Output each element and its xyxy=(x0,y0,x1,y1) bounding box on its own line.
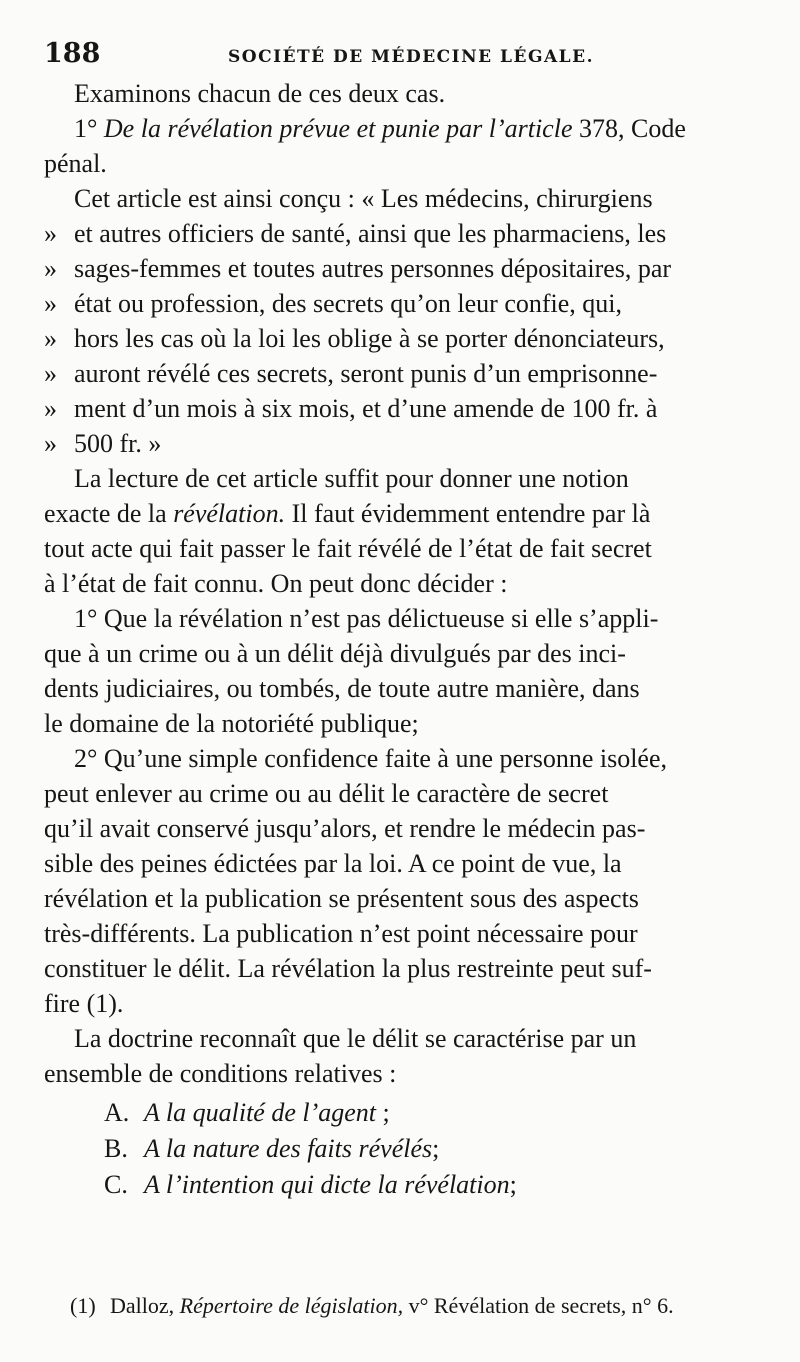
page-number: 188 xyxy=(44,38,101,69)
quote-text: ment d’un mois à six mois, et d’une amende de 100 fr. à xyxy=(74,394,658,423)
footnote-reference: v° Révélation de secrets, n° 6. xyxy=(408,1293,674,1318)
quote-line xyxy=(44,356,756,391)
text-line: fire (1). xyxy=(44,989,124,1018)
text-part: Il faut évidemment entendre par là xyxy=(285,499,651,528)
quote-mark: » xyxy=(44,254,57,283)
list-punct: ; xyxy=(432,1134,440,1163)
quote-mark: » xyxy=(44,359,57,388)
text-line xyxy=(44,496,756,531)
section-heading-line xyxy=(44,111,756,146)
running-title: SOCIÉTÉ DE MÉDECINE LÉGALE. xyxy=(228,47,594,67)
quote-text: sages-femmes et toutes autres personnes dépositaires, par xyxy=(74,254,672,283)
list-text: A l’intention qui dicte la révélation xyxy=(144,1170,510,1199)
list-letter: C. xyxy=(104,1170,128,1199)
running-head xyxy=(44,38,756,74)
list-text: A la qualité de l’agent xyxy=(144,1098,377,1127)
section-heading: De la révélation prévue et punie par l’article xyxy=(103,114,573,143)
footnote-number: (1) xyxy=(70,1293,96,1318)
text-line: sible des peines édictées par la loi. A ce point de vue, la xyxy=(44,849,622,878)
quote-line xyxy=(44,251,756,286)
quote-mark: » xyxy=(44,289,57,318)
text-line: tout acte qui fait passer le fait révélé de l’état de fait secret xyxy=(44,534,652,563)
quote-line xyxy=(44,286,756,321)
list-item xyxy=(44,1095,756,1131)
text-line: le domaine de la notoriété publique; xyxy=(44,709,419,738)
quote-line xyxy=(44,216,756,251)
footnote xyxy=(70,1293,674,1319)
text-line: Examinons chacun de ces deux cas. xyxy=(74,79,446,108)
footnote-author: Dalloz, xyxy=(110,1293,175,1318)
text-part: exacte de la xyxy=(44,499,174,528)
text-line: qu’il avait conservé jusqu’alors, et rendre le médecin pas- xyxy=(44,814,646,843)
quote-line xyxy=(44,321,756,356)
quote-mark: » xyxy=(44,219,57,248)
quote-text: 500 fr. » xyxy=(74,429,162,458)
list-item xyxy=(44,1167,756,1203)
list-item xyxy=(44,1131,756,1167)
conditions-list xyxy=(44,1095,756,1203)
section-heading-ref: 378, Code xyxy=(572,114,686,143)
text-line: que à un crime ou à un délit déjà divulgués par des inci- xyxy=(44,639,626,668)
quote-mark: » xyxy=(44,429,57,458)
quote-text: auront révélé ces secrets, seront punis d’un emprisonne- xyxy=(74,359,658,388)
quote-text: hors les cas où la loi les oblige à se porter dénonciateurs, xyxy=(74,324,665,353)
section-number: 1° xyxy=(74,114,104,143)
text-line: dents judiciaires, ou tombés, de toute autre manière, dans xyxy=(44,674,640,703)
text-line: très-différents. La publication n’est point nécessaire pour xyxy=(44,919,638,948)
quote-text: état ou profession, des secrets qu’on leur confie, qui, xyxy=(74,289,623,318)
text-line: La doctrine reconnaît que le délit se caractérise par un xyxy=(74,1024,637,1053)
quote-mark: » xyxy=(44,324,57,353)
list-text: A la nature des faits révélés xyxy=(144,1134,433,1163)
text-line: Cet article est ainsi conçu : « Les médecins, chirurgiens xyxy=(74,184,653,213)
page-body xyxy=(44,76,756,1203)
footnote-work: Répertoire de législation, xyxy=(179,1293,404,1318)
list-letter: B. xyxy=(104,1134,128,1163)
list-letter: A. xyxy=(104,1098,130,1127)
text-line: à l’état de fait connu. On peut donc décider : xyxy=(44,569,508,598)
quote-line xyxy=(44,391,756,426)
text-line: La lecture de cet article suffit pour donner une notion xyxy=(74,464,629,493)
emphasis-term: révélation. xyxy=(173,499,286,528)
text-line: 2° Qu’une simple confidence faite à une personne isolée, xyxy=(74,744,668,773)
quote-mark: » xyxy=(44,394,57,423)
quote-line xyxy=(44,426,756,461)
text-line: peut enlever au crime ou au délit le caractère de secret xyxy=(44,779,609,808)
list-punct: ; xyxy=(376,1098,390,1127)
text-line: pénal. xyxy=(44,149,107,178)
text-line: 1° Que la révélation n’est pas délictueuse si elle s’appli- xyxy=(74,604,659,633)
text-line: constituer le délit. La révélation la plus restreinte peut suf- xyxy=(44,954,652,983)
text-line: révélation et la publication se présentent sous des aspects xyxy=(44,884,639,913)
list-punct: ; xyxy=(509,1170,517,1199)
text-line: ensemble de conditions relatives : xyxy=(44,1059,397,1088)
quote-text: et autres officiers de santé, ainsi que les pharmaciens, les xyxy=(74,219,667,248)
